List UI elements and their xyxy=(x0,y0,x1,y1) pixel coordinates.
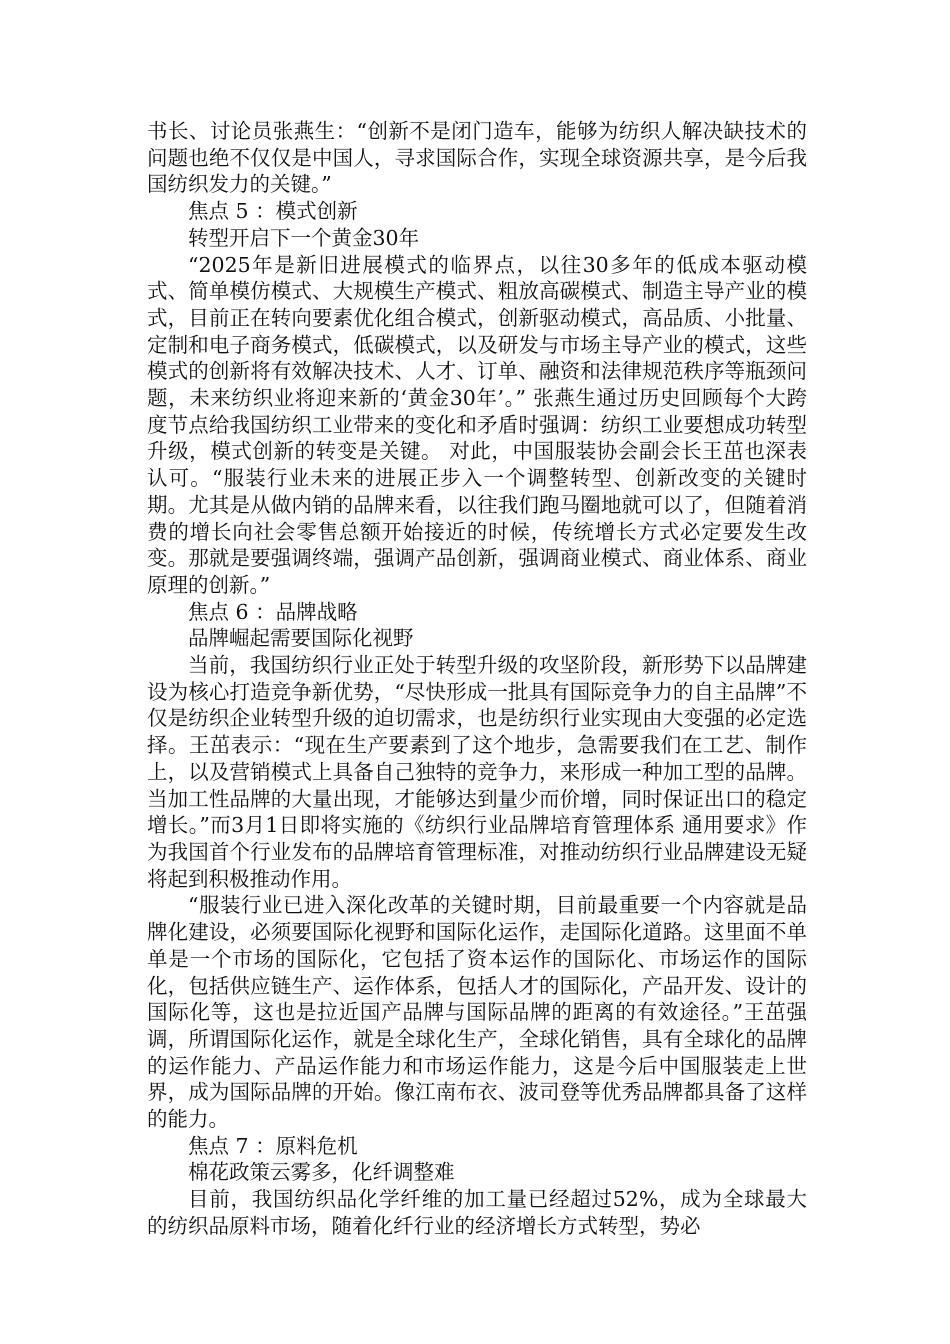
focus-subtitle-7: 棉花政策云雾多，化纤调整难 xyxy=(188,1160,455,1185)
paragraph-mode-innovation: “2025年是新旧进展模式的临界点，以往30多年的低成本驱动模式、简单模仿模式、大规模生产模式、粗放高碳模式、制造主导产业的模式，目前正在转向要素优化组合模式，创新驱动模式，高品质、小批量、定制和电子商务模式，低碳模式，以及研发与市场主导产业的模式，这些模式的创新将有效解决技术、人才、订单、融资和法律规范秩序等瓶颈问题，未来纺织业将迎来新的‘黄金30年’。” 张燕生通过历史回顾每个大跨度节点给我国纺织工业带来的变化和矛盾时强调：纺织工业要想成功转型升级，模式创新的转变是关键。 对此，中国服装协会副会长王茁也深表认可。“服装行业未来的进展正步入一个调整转型、创新改变的关键时期。尤其是从做内销的品牌来看，以往我们跑马圈地就可以了，但随着消费的增长向社会零售总额开始接近的时候，传统增长方式必定要发生改变。那就是要强调终端，强调产品创新，强调商业模式、商业体系、商业原理的创新。” xyxy=(147,252,807,597)
paragraph-internationalization: “服装行业已进入深化改革的关键时期，目前最重要一个内容就是品牌化建设，必须要国际化视野和国际化运作，走国际化道路。这里面不单单是一个市场的国际化，它包括了资本运作的国际化、市场运作的国际化，包括供应链生产、运作体系，包括人才的国际化，产品开发、设计的国际化等，这也是拉近国产品牌与国际品牌的距离的有效途径。”王茁强调，所谓国际化运作，就是全球化生产，全球化销售，具有全球化的品牌的运作能力、产品运作能力和市场运作能力，这是今后中国服装走上世界，成为国际品牌的开始。像江南布衣、波司登等优秀品牌都具备了这样的能力。 xyxy=(147,893,807,1132)
focus-subtitle-5: 转型开启下一个黄金30年 xyxy=(188,225,420,250)
paragraph-raw-materials: 目前，我国纺织品化学纤维的加工量已经超过52%，成为全球最大的纺织品原料市场，随着化纤行业的经济增长方式转型，势必 xyxy=(147,1187,807,1238)
focus-heading-6: 焦点 6 ：品牌战略 xyxy=(188,599,358,624)
paragraph-continuation: 书长、讨论员张燕生：“创新不是闭门造车，能够为纺织人解决缺技术的问题也绝不仅仅是中国人，寻求国际合作，实现全球资源共享，是今后我国纺织发力的关键。” xyxy=(147,119,807,197)
document-body xyxy=(147,118,807,1240)
focus-subtitle-6: 品牌崛起需要国际化视野 xyxy=(188,626,414,651)
paragraph-brand-strategy: 当前，我国纺织行业正处于转型升级的攻坚阶段，新形势下以品牌建设为核心打造竞争新优势，“尽快形成一批具有国际竞争力的自主品牌”不仅是纺织企业转型升级的迫切需求，也是纺织行业实现由大变强的必定选择。王茁表示：“现在生产要素到了这个地步，急需要我们在工艺、制作上，以及营销模式上具备自己独特的竞争力，来形成一种加工型的品牌。当加工性品牌的大量出现，才能够达到量少而价增，同时保证出口的稳定增长。”而3月1日即将实施的《纺织行业品牌培育管理体系 通用要求》作为我国首个行业发布的品牌培育管理标准，对推动纺织行业品牌建设无疑将起到积极推动作用。 xyxy=(147,653,807,891)
focus-heading-7: 焦点 7 ：原料危机 xyxy=(188,1133,358,1158)
focus-heading-5: 焦点 5 ：模式创新 xyxy=(188,199,358,224)
